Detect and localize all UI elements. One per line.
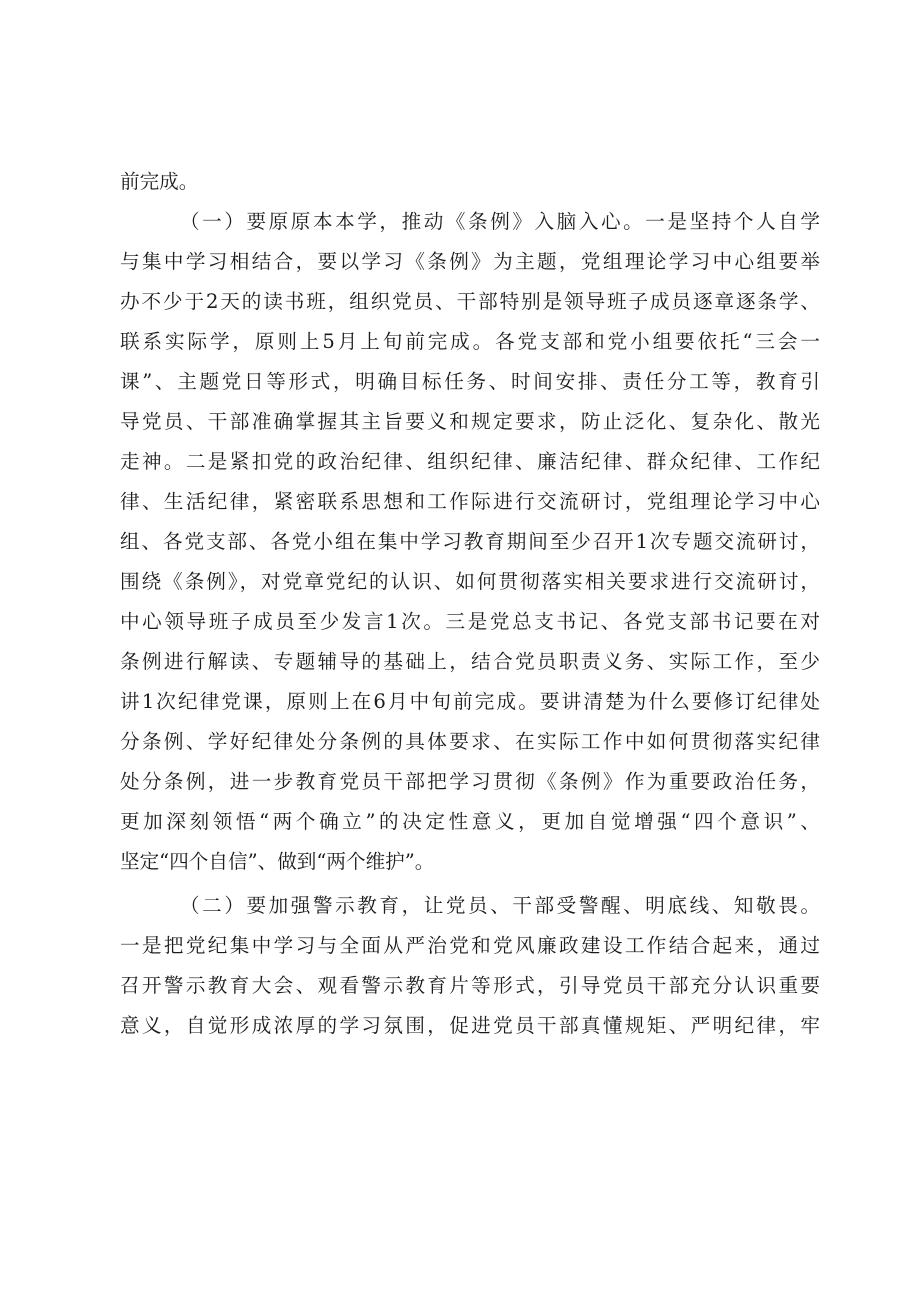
paragraph-line: 处分条例，进一步教育党员干部把学习贯彻《条例》作为重要政治任务， <box>120 770 820 793</box>
paragraph-line: （一）要原原本本学，推动《条例》入脑入心。一是坚持个人自学 <box>180 210 820 233</box>
paragraph-line: 召开警示教育大会、观看警示教育片等形式，引导党员干部充分认识重要 <box>120 974 820 997</box>
paragraph-line: 围绕《条例》，对党章党纪的认识、如何贯彻落实相关要求进行交流研讨， <box>120 570 820 593</box>
paragraph-line: 坚定“四个自信”、做到“两个维护”。 <box>120 850 435 873</box>
paragraph-line: 组、各党支部、各党小组在集中学习教育期间至少召开1次专题交流研讨， <box>120 530 820 553</box>
paragraph-line: 分条例、学好纪律处分条例的具体要求、在实际工作中如何贯彻落实纪律 <box>120 730 820 753</box>
document-body <box>120 162 820 1046</box>
paragraph-line: 课”、主题党日等形式，明确目标任务、时间安排、责任分工等，教育引 <box>120 370 820 393</box>
paragraph-line: 意义，自觉形成浓厚的学习氛围，促进党员干部真懂规矩、严明纪律，牢 <box>120 1014 820 1037</box>
paragraph-line: 律、生活纪律，紧密联系思想和工作际进行交流研讨，党组理论学习中心 <box>120 490 820 513</box>
paragraph-line: 条例进行解读、专题辅导的基础上，结合党员职责义务、实际工作，至少 <box>120 650 820 673</box>
paragraph-line: 走神。二是紧扣党的政治纪律、组织纪律、廉洁纪律、群众纪律、工作纪 <box>120 450 820 473</box>
paragraph-line: 讲1次纪律党课，原则上在6月中旬前完成。要讲清楚为什么要修订纪律处 <box>120 690 820 713</box>
paragraph-line: 前完成。 <box>120 170 199 193</box>
paragraph-line: 办不少于2天的读书班，组织党员、干部特别是领导班子成员逐章逐条学、 <box>120 290 820 313</box>
paragraph-line: 联系实际学，原则上5月上旬前完成。各党支部和党小组要依托“三会一 <box>120 330 820 353</box>
paragraph-line: 一是把党纪集中学习与全面从严治党和党风廉政建设工作结合起来，通过 <box>120 934 820 957</box>
paragraph-line: 与集中学习相结合，要以学习《条例》为主题，党组理论学习中心组要举 <box>120 250 820 273</box>
paragraph-line: 中心领导班子成员至少发言1次。三是党总支书记、各党支部书记要在对 <box>120 610 820 633</box>
paragraph-line: 导党员、干部准确掌握其主旨要义和规定要求，防止泛化、复杂化、散光 <box>120 410 820 433</box>
paragraph-line: 更加深刻领悟“两个确立”的决定性意义，更加自觉增强“四个意识”、 <box>120 810 820 833</box>
paragraph-line: （二）要加强警示教育，让党员、干部受警醒、明底线、知敬畏。 <box>180 894 820 917</box>
